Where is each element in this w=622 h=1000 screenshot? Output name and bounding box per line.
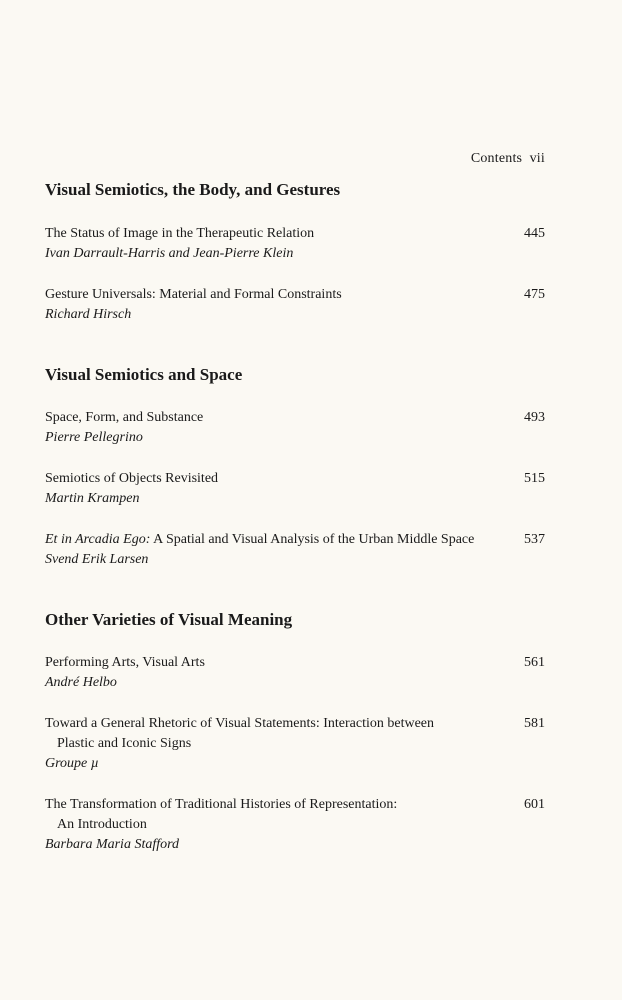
toc-entry: [45, 224, 545, 264]
entry-page-number: 601: [524, 797, 545, 812]
entry-title: Performing Arts, Visual Arts: [45, 655, 205, 670]
section-title: Visual Semiotics, the Body, and Gestures: [45, 180, 341, 199]
toc-entry: [45, 469, 545, 509]
entry-title: [45, 714, 545, 754]
toc-entry: [45, 285, 545, 325]
toc-section-space: [45, 365, 545, 570]
entry-page-number: 445: [524, 226, 545, 241]
entry-author: Barbara Maria Stafford: [45, 837, 180, 852]
entry-title-italic: Et in Arcadia Ego:: [45, 532, 151, 547]
entry-title: [45, 795, 545, 835]
entry-title-rest: A Spatial and Visual Analysis of the Urban Middle Space: [150, 532, 475, 547]
entry-page-number: 515: [524, 471, 545, 486]
entry-title: [45, 530, 545, 550]
entry-author: Martin Krampen: [45, 491, 140, 506]
entry-page-number: 561: [524, 655, 545, 670]
toc-section-body-gestures: [45, 180, 545, 325]
entry-title: The Status of Image in the Therapeutic Relation: [45, 226, 315, 241]
section-title: Other Varieties of Visual Meaning: [45, 610, 293, 629]
entry-title: Semiotics of Objects Revisited: [45, 471, 219, 486]
entry-author: Svend Erik Larsen: [45, 552, 149, 567]
entry-author: Ivan Darrault-Harris and Jean-Pierre Klein: [45, 246, 294, 261]
toc-entry: [45, 653, 545, 693]
toc-entry: [45, 408, 545, 448]
entry-title-line-2: An Introduction: [57, 817, 147, 832]
running-head-label: Contents: [470, 151, 523, 166]
entry-title-line-2: Plastic and Iconic Signs: [57, 736, 192, 751]
toc-entry: [45, 714, 545, 774]
entry-title-line-1: The Transformation of Traditional Histories of Representation:: [45, 797, 398, 812]
running-head: [471, 151, 545, 167]
entry-author: André Helbo: [45, 675, 117, 690]
toc-entry: [45, 530, 545, 570]
section-title: Visual Semiotics and Space: [45, 365, 243, 384]
entry-page-number: 475: [524, 287, 545, 302]
entry-title: Gesture Universals: Material and Formal Constraints: [45, 287, 342, 302]
toc-entry: [45, 795, 545, 855]
running-head-page-number: vii: [529, 151, 545, 166]
toc-section-other-varieties: [45, 610, 545, 855]
entry-author: Groupe µ: [45, 756, 99, 771]
entry-author: Richard Hirsch: [45, 307, 132, 322]
entry-page-number: 493: [524, 410, 545, 425]
entry-page-number: 537: [524, 532, 545, 547]
entry-page-number: 581: [524, 716, 545, 731]
entry-author: Pierre Pellegrino: [45, 430, 143, 445]
entry-title: Space, Form, and Substance: [45, 410, 204, 425]
entry-title-line-1: Toward a General Rhetoric of Visual Statements: Interaction between: [45, 716, 435, 731]
